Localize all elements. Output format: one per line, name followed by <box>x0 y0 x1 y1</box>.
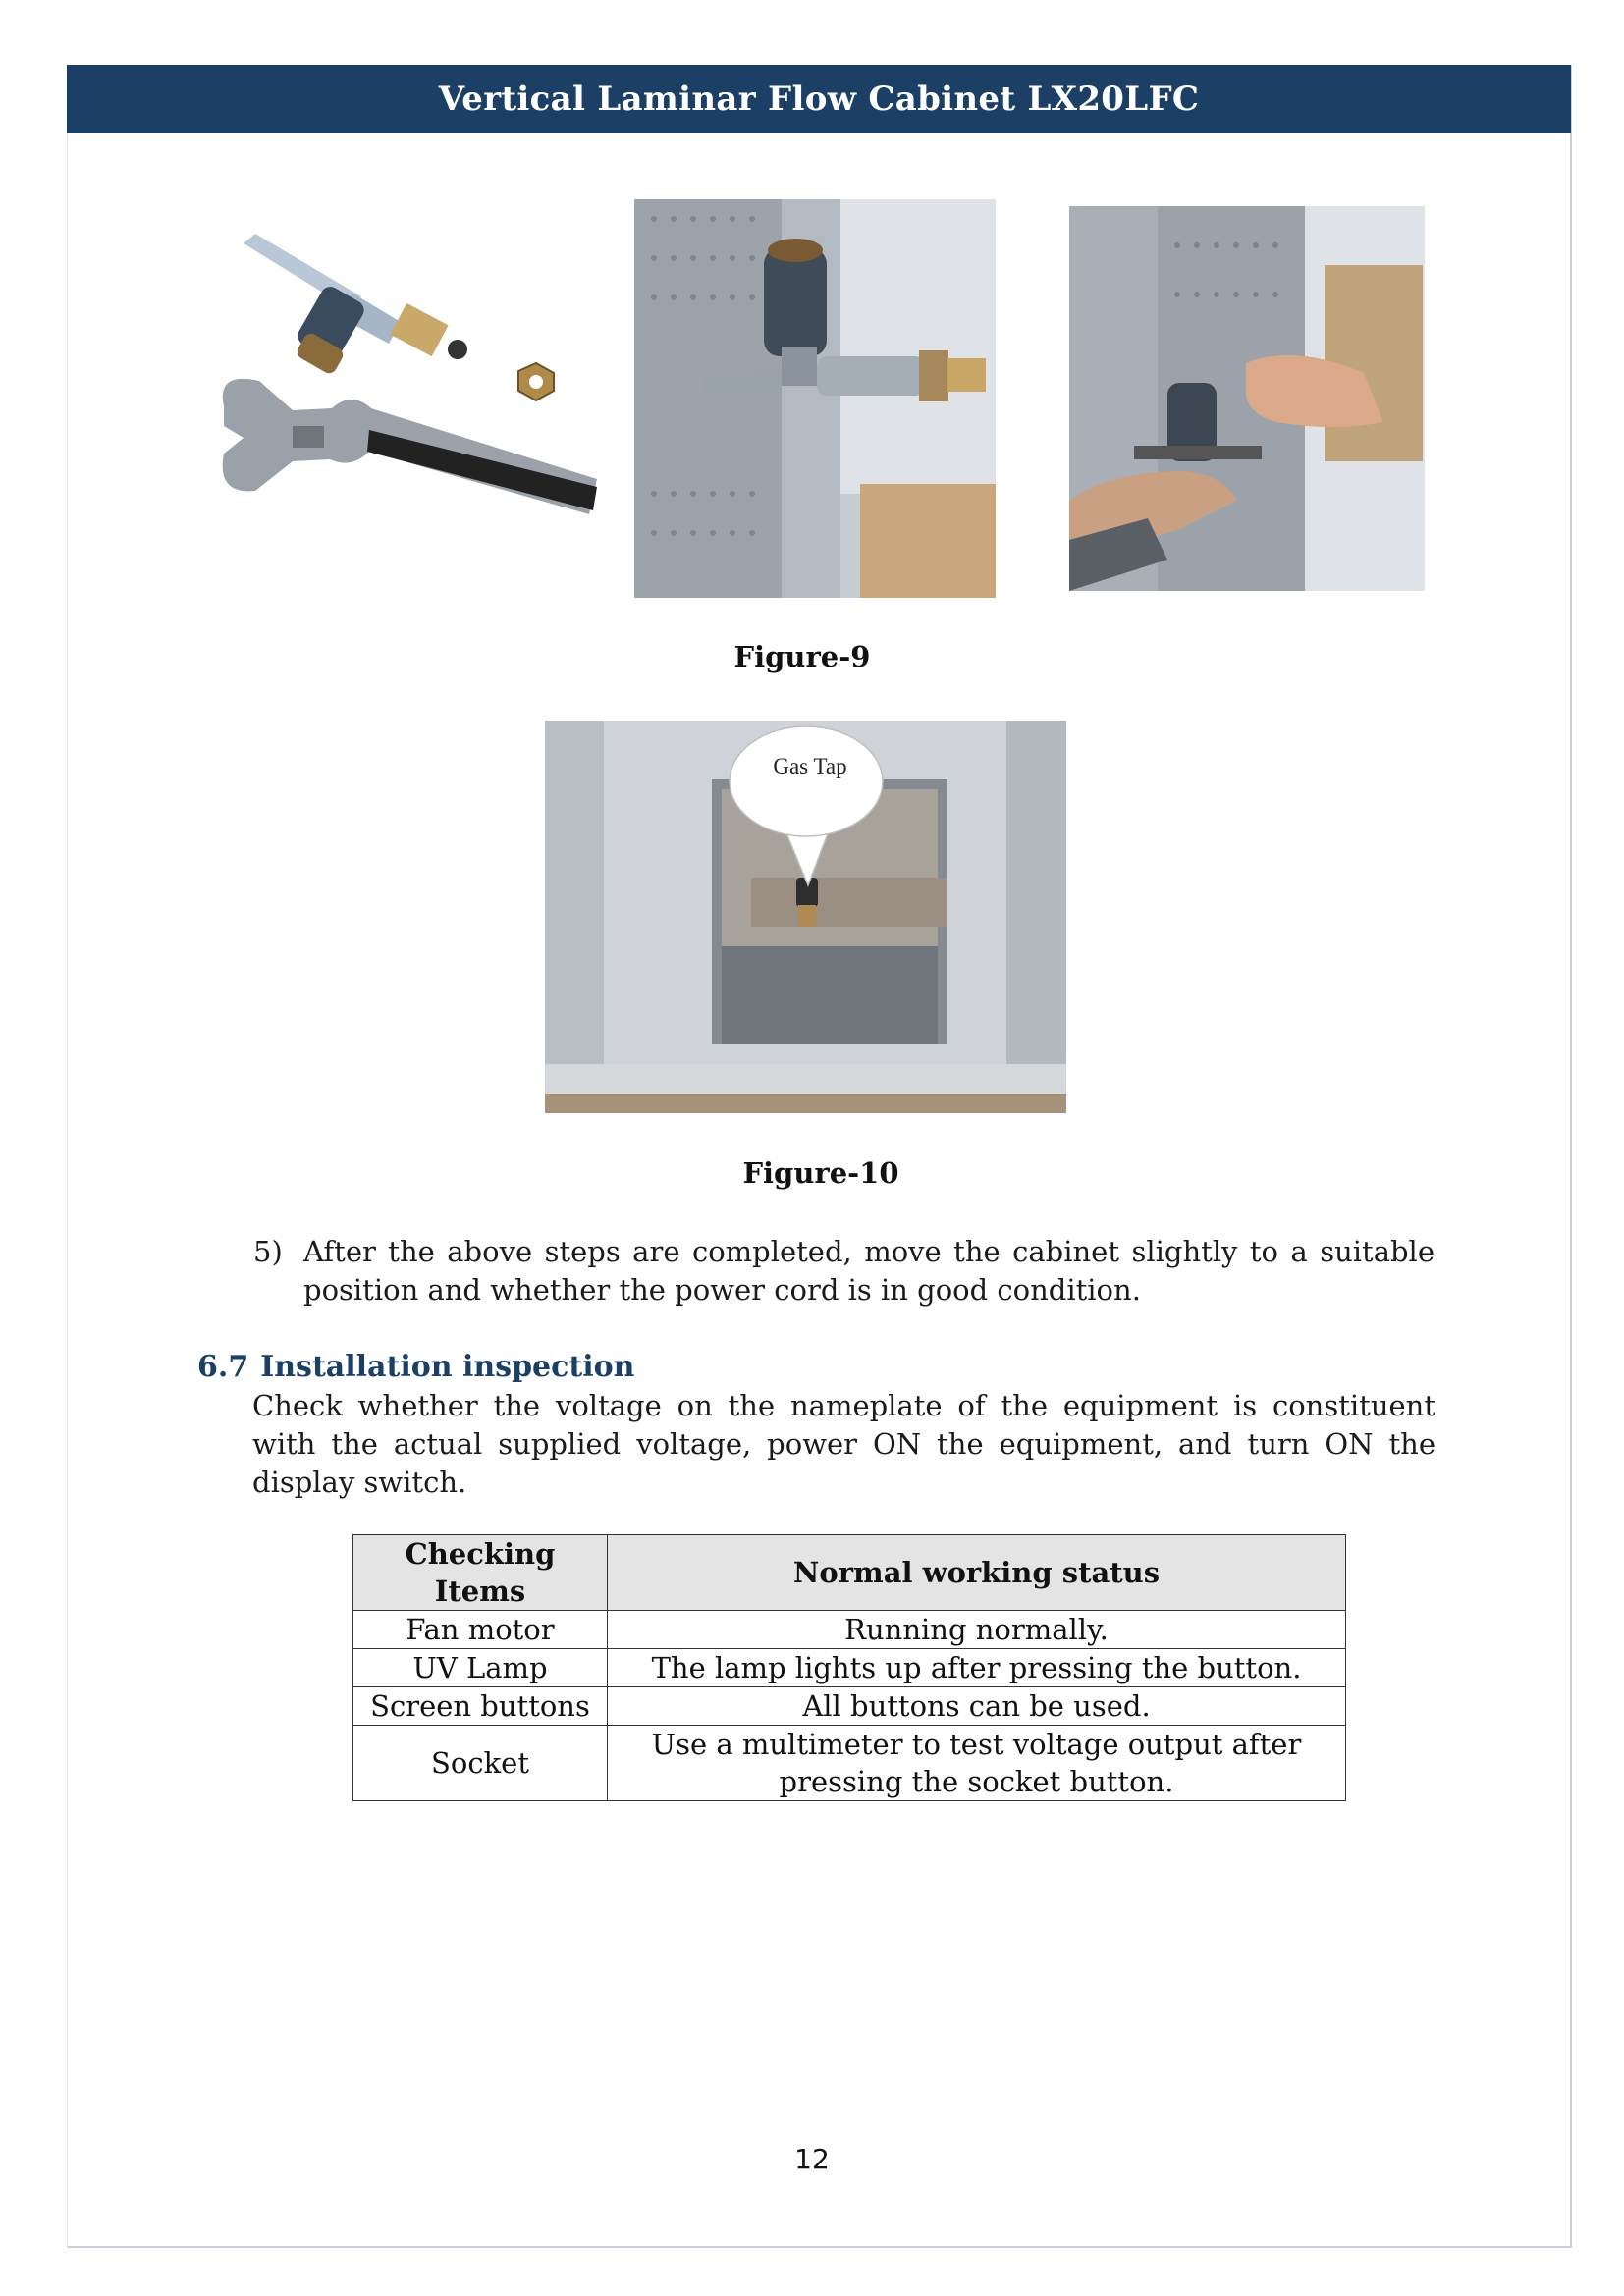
page-number: 12 <box>794 2143 830 2175</box>
table-cell-status: The lamp lights up after pressing the button. <box>608 1649 1346 1687</box>
hand-tightening-gas-tap-photo <box>1069 206 1425 591</box>
table-cell-status: Running normally. <box>608 1611 1346 1649</box>
gas-tap-parts-and-wrench-photo <box>204 234 605 518</box>
section-number: 6.7 <box>197 1350 249 1384</box>
figure-9-caption: Figure-9 <box>733 640 871 673</box>
table-cell-item: UV Lamp <box>353 1649 608 1687</box>
table-header-checking-items: Checking Items <box>353 1535 608 1611</box>
section-heading <box>197 1350 635 1384</box>
section-body: Check whether the voltage on the nameplate of the equipment is constituent with the actual supplied voltage, power ON the equipment, and turn ON the display switch. <box>252 1389 1435 1499</box>
table-header-row <box>353 1535 1346 1611</box>
header-bar <box>67 65 1571 133</box>
gas-tap-callout-label: Gas Tap <box>773 754 847 778</box>
document-title: Vertical Laminar Flow Cabinet LX20LFC <box>438 80 1200 119</box>
step-number: 5) <box>253 1235 283 1268</box>
table-cell-item: Fan motor <box>353 1611 608 1649</box>
table-cell-item: Socket <box>353 1726 608 1801</box>
table-row <box>353 1687 1346 1726</box>
gas-tap-location-photo <box>545 721 1066 1113</box>
table-cell-status: All buttons can be used. <box>608 1687 1346 1726</box>
step-5-text: After the above steps are completed, move the cabinet slightly to a suitable position and whether the power cord is in good condition. <box>303 1235 1435 1307</box>
table-row <box>353 1649 1346 1687</box>
table-cell-item: Screen buttons <box>353 1687 608 1726</box>
table-cell-status: Use a multimeter to test voltage output after pressing the socket button. <box>608 1726 1346 1801</box>
figure-10-caption: Figure-10 <box>742 1156 899 1190</box>
table-row <box>353 1611 1346 1649</box>
checking-items-table <box>352 1534 1346 1801</box>
table-row <box>353 1726 1346 1801</box>
gas-tap-mounted-photo <box>634 199 996 598</box>
section-title: Installation inspection <box>260 1350 635 1384</box>
table-header-normal-working-status: Normal working status <box>608 1535 1346 1611</box>
